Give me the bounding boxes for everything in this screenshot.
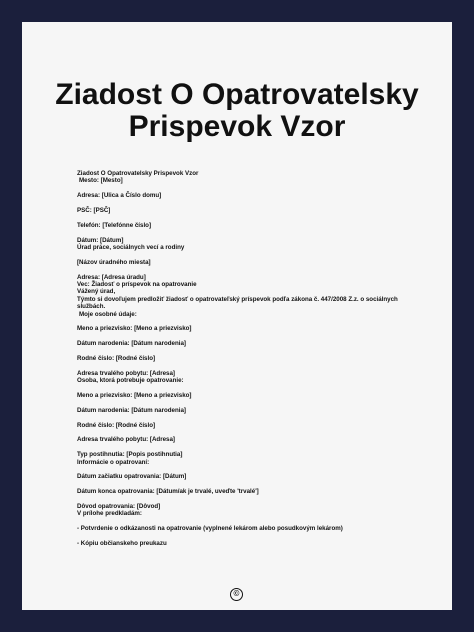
document-page xyxy=(22,22,452,610)
title-line-2: Prispevok Vzor xyxy=(128,110,346,143)
title-line-1: Ziadost O Opatrovatelsky xyxy=(55,78,419,111)
phone-field: Telefón: [Telefónne číslo] xyxy=(77,221,152,229)
attachment-item-id-copy: - Kópiu občianskeho preukazu xyxy=(77,540,167,547)
copyright-icon: © xyxy=(230,588,243,601)
care-start-date-field: Dátum začiatku opatrovania: [Dátum] xyxy=(77,473,187,481)
page-title xyxy=(22,79,452,143)
disability-type-field: Typ postihnutia: [Popis postihnutia] xyxy=(77,451,183,459)
applicant-residence-field: Adresa trvalého pobytu: [Adresa] xyxy=(77,369,175,377)
recipient-name-field: Meno a priezvisko: [Meno a priezvisko] xyxy=(77,392,192,400)
subject-line: Vec: Žiadosť o príspevok na opatrovanie xyxy=(77,281,197,288)
address-field: Adresa: [Ulica a Číslo domu] xyxy=(77,192,162,200)
office-place-field: [Názov úradného miesta] xyxy=(77,258,151,266)
letter-body xyxy=(77,170,407,547)
attachments-heading: V prílohe predkladám: xyxy=(77,510,142,518)
applicant-birthdate-field: Dátum narodenia: [Dátum narodenia] xyxy=(77,340,186,348)
recipient-id-number-field: Rodné číslo: [Rodné číslo] xyxy=(77,421,156,429)
salutation: Vážený úrad, xyxy=(77,288,116,296)
date-field: Dátum: [Dátum] xyxy=(77,236,124,244)
care-info-heading: Informácie o opatrovaní: xyxy=(77,458,150,466)
postal-code-field: PSČ: [PSČ] xyxy=(77,207,111,214)
recipient-residence-field: Adresa trvalého pobytu: [Adresa] xyxy=(77,436,175,444)
care-end-date-field: Dátum konca opatrovania: [Dátum/ak je trvalé, uveďte 'trvalé'] xyxy=(77,488,259,496)
care-reason-field: Dôvod opatrovania: [Dôvod] xyxy=(77,503,161,510)
letter-heading: Ziadost O Opatrovatelsky Prispevok Vzor xyxy=(77,170,199,177)
care-recipient-heading: Osoba, ktorá potrebuje opatrovanie: xyxy=(77,377,184,385)
request-paragraph: Týmto si dovoľujem predložiť žiadosť o opatrovateľský príspevok podľa zákona č. 447/2008 Z.z. o sociálnych službách. xyxy=(77,295,398,311)
attachment-item-certificate: - Potvrdenie o odkázanosti na opatrovanie (vyplnené lekárom alebo posudkovým lekárom) xyxy=(77,525,343,533)
city-field: Mesto: [Mesto] xyxy=(79,177,123,185)
applicant-name-field: Meno a priezvisko: [Meno a priezvisko] xyxy=(77,325,192,333)
applicant-id-number-field: Rodné číslo: [Rodné číslo] xyxy=(77,355,156,363)
office-name: Úrad práce, sociálnych vecí a rodiny xyxy=(77,244,185,251)
office-address-field: Adresa: [Adresa úradu] xyxy=(77,273,146,281)
recipient-birthdate-field: Dátum narodenia: [Dátum narodenia] xyxy=(77,406,186,414)
personal-data-heading: Moje osobné údaje: xyxy=(79,310,137,318)
